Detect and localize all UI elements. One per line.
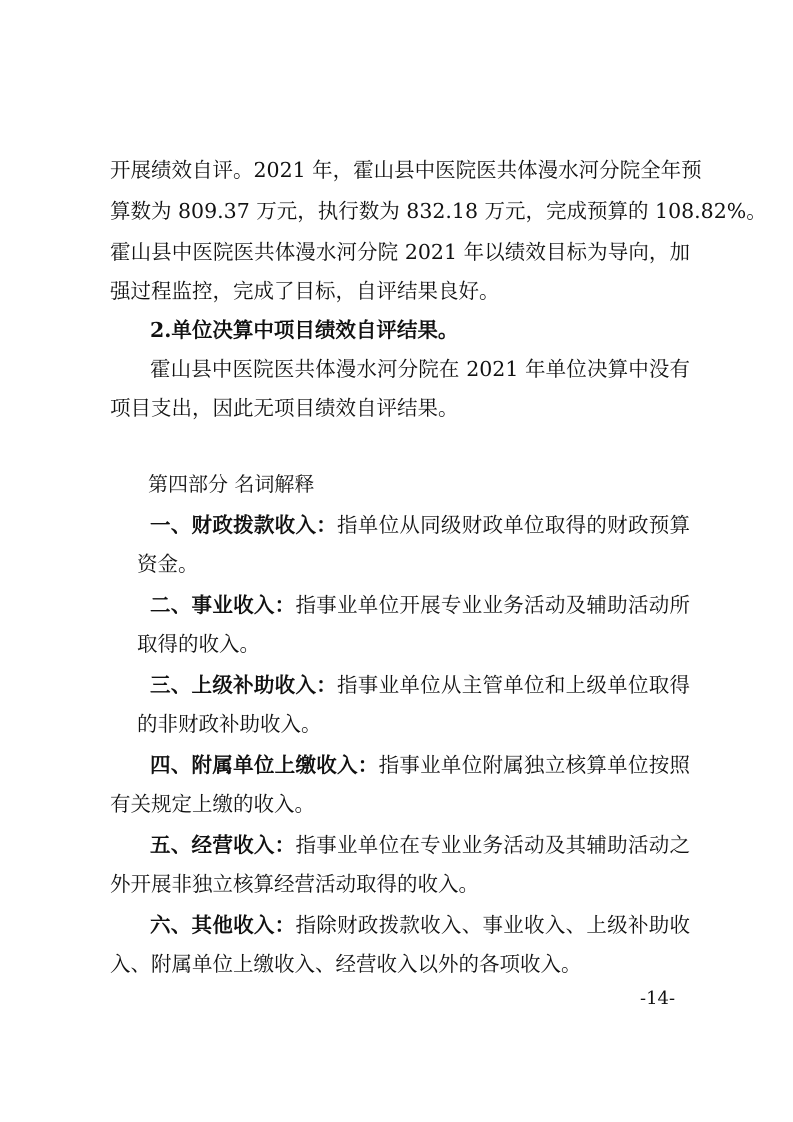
- term-text: 指事业单位附属独立核算单位按照: [378, 753, 691, 777]
- term-definition-line: [150, 510, 690, 540]
- term-label: 六、其他收入：: [150, 913, 296, 937]
- term-text: 指除财政拨款收入、事业收入、上级补助收: [295, 913, 691, 937]
- term-definition-line: 的非财政补助收入。: [137, 712, 322, 736]
- paragraph-line: 开展绩效自评。2021 年，霍山县中医院医共体漫水河分院全年预: [110, 158, 702, 182]
- paragraph-line: 霍山县中医院医共体漫水河分院在 2021 年单位决算中没有: [150, 357, 690, 381]
- term-label: 一、财政拨款收入：: [150, 513, 338, 537]
- paragraph-line: 强过程监控，完成了目标，自评结果良好。: [110, 279, 500, 303]
- term-definition-line: 入、附属单位上缴收入、经营收入以外的各项收入。: [110, 952, 582, 976]
- term-definition-line: [150, 670, 690, 700]
- section-title: 第四部分 名词解释: [148, 472, 315, 496]
- term-definition-line: [150, 750, 690, 780]
- term-label: 五、经营收入：: [150, 833, 296, 857]
- term-definition-line: [150, 910, 690, 940]
- term-definition-line: 有关规定上缴的收入。: [110, 792, 315, 816]
- paragraph-line: 算数为 809.37 万元，执行数为 832.18 万元，完成预算的 108.82%。: [110, 199, 767, 223]
- term-label: 二、事业收入：: [150, 593, 296, 617]
- subsection-heading: 2.单位决算中项目绩效自评结果。: [150, 318, 459, 342]
- term-definition-line: 取得的收入。: [137, 632, 260, 656]
- term-text: 指事业单位从主管单位和上级单位取得: [337, 673, 691, 697]
- term-text: 指事业单位开展专业业务活动及辅助活动所: [295, 593, 691, 617]
- term-definition-line: [150, 590, 690, 620]
- term-label: 四、附属单位上缴收入：: [150, 753, 379, 777]
- term-definition-line: 资金。: [137, 552, 199, 576]
- term-definition-line: 外开展非独立核算经营活动取得的收入。: [110, 872, 479, 896]
- term-text: 指事业单位在专业业务活动及其辅助活动之: [295, 833, 691, 857]
- term-text: 指单位从同级财政单位取得的财政预算: [337, 513, 691, 537]
- term-label: 三、上级补助收入：: [150, 673, 338, 697]
- paragraph-line: 霍山县中医院医共体漫水河分院 2021 年以绩效目标为导向，加: [110, 240, 690, 264]
- page-number: -14-: [640, 988, 676, 1009]
- paragraph-line: 项目支出，因此无项目绩效自评结果。: [110, 396, 459, 420]
- term-definition-line: [150, 830, 690, 860]
